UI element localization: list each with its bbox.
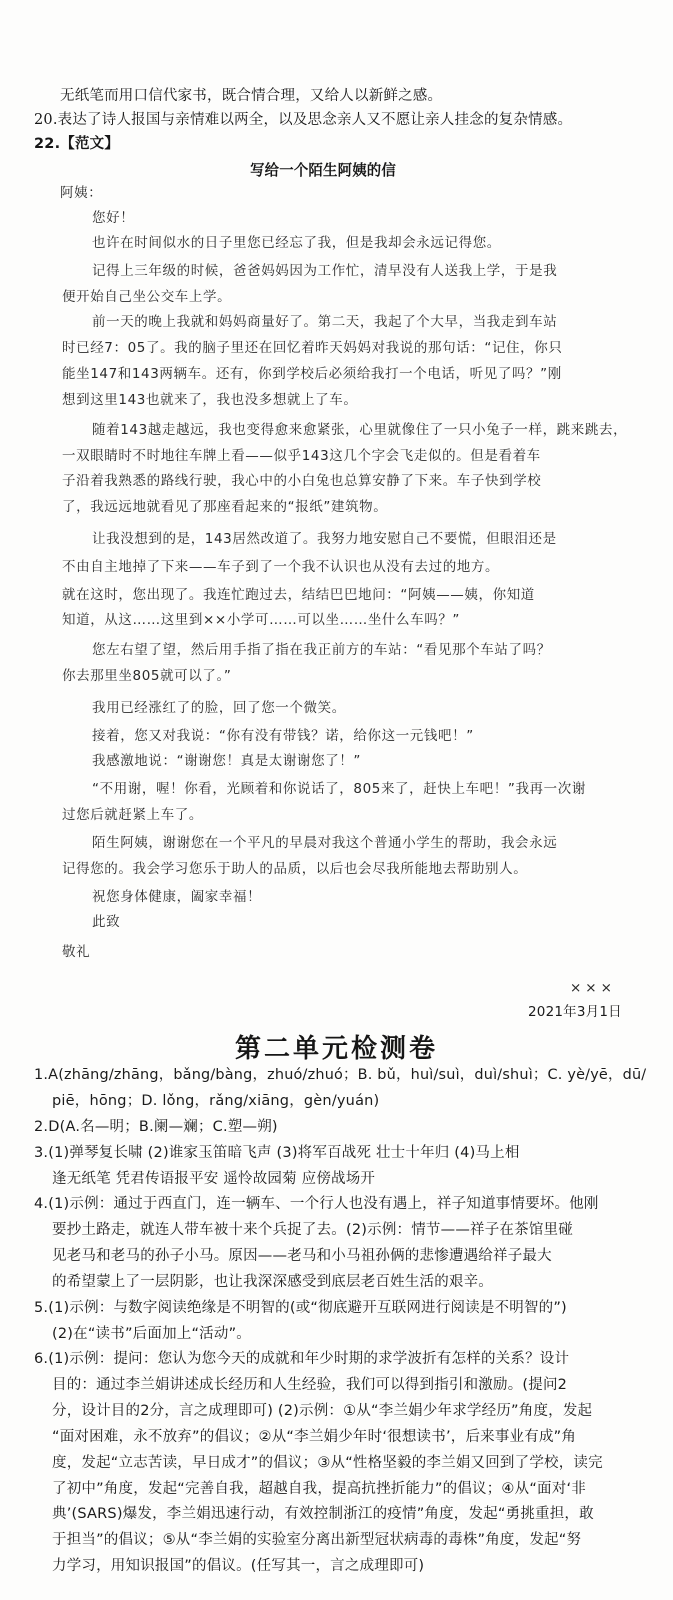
essay-salutation: 阿姨： bbox=[60, 185, 103, 202]
essay-line: 前一天的晚上我就和妈妈商量好了。第二天，我起了个大早，当我走到车站 bbox=[92, 314, 558, 331]
answer-6-cont: 力学习，用知识报国”的倡议。(任写其一，言之成理即可) bbox=[52, 1558, 425, 1574]
answer-3-cont: 逢无纸笔 凭君传语报平安 遥怜故园菊 应傍战场开 bbox=[52, 1170, 376, 1187]
essay-line: “不用谢，喔！你看，光顾着和你说话了，805来了，赶快上车吧！”我再一次谢 bbox=[92, 781, 586, 798]
answer-6-cont: “面对困难，永不放弃”的倡议；②从“李兰娟少年时‘很想读书’，后来事业有成”角 bbox=[52, 1428, 577, 1445]
unit-title: 第二单元检测卷 bbox=[234, 1033, 438, 1064]
essay-line: 让我没想到的是，143居然改道了。我努力地安慰自己不要慌，但眼泪还是 bbox=[92, 530, 557, 547]
essay-title: 写给一个陌生阿姨的信 bbox=[250, 160, 396, 179]
essay-line: 知道，从这……这里到××小学可……可以坐……坐什么车吗？” bbox=[62, 612, 461, 629]
answer-1: 1.A(zhāng/zhāng，bǎng/bàng，zhuó/zhuó；B. bǔ，huì/suì，duì/shuì；C. yè/yē，dū/ bbox=[34, 1067, 647, 1084]
answer-20: 20.表达了诗人报国与亲情难以两全，以及思念亲人又不愿让亲人挂念的复杂情感。 bbox=[34, 111, 573, 128]
essay-line: 我用已经涨红了的脸，回了您一个微笑。 bbox=[92, 699, 346, 716]
essay-line: 时已经7：05了。我的脑子里还在回忆着昨天妈妈对我说的那句话：“记住，你只 bbox=[62, 340, 563, 357]
essay-line: 陌生阿姨，谢谢您在一个平凡的早晨对我这个普通小学生的帮助，我会永远 bbox=[92, 834, 558, 851]
answer-4-cont: 见老马和老马的孙子小马。原因——老马和小马祖孙俩的悲惨遭遇给祥子最大 bbox=[52, 1248, 552, 1265]
essay-line: 就在这时，您出现了。我连忙跑过去，结结巴巴地问：“阿姨——姨，你知道 bbox=[62, 586, 535, 603]
essay-line: 随着143越走越远，我也变得愈来愈紧张，心里就像住了一只小兔子一样，跳来跳去， bbox=[92, 421, 628, 438]
answer-6-cont: 目的：通过李兰娟讲述成长经历和人生经验，我们可以得到指引和激励。(提问2 bbox=[52, 1377, 568, 1394]
answer-19-continuation: 无纸笔而用口信代家书，既合情合理，又给人以新鲜之感。 bbox=[60, 88, 443, 104]
essay-line: 祝您身体健康，阖家幸福！ bbox=[92, 888, 262, 905]
essay-line: 您左右望了望，然后用手指了指在我正前方的车站：“看见那个车站了吗？ bbox=[92, 642, 551, 659]
essay-line: 一双眼睛时不时地往车牌上看——似乎143这几个字会飞走似的。但是看着车 bbox=[62, 447, 541, 464]
essay-closing-salute: 敬礼 bbox=[62, 944, 91, 961]
essay-line: 记得您的。我会学习您乐于助人的品质，以后也会尽我所能地去帮助别人。 bbox=[62, 860, 528, 877]
essay-signature: ××× bbox=[570, 979, 616, 996]
answer-5-cont: (2)在“读书”后面加上“活动”。 bbox=[52, 1325, 251, 1342]
essay-line: 能坐147和143两辆车。还有，你到学校后必须给我打一个电话，听见了吗？”刚 bbox=[62, 366, 562, 383]
answer-6-cont: 于担当”的倡议；⑤从“李兰娟的实验室分离出新型冠状病毒的毒株”角度，发起“努 bbox=[52, 1532, 582, 1549]
essay-line: 接着，您又对我说：“你有没有带钱？诺，给你这一元钱吧！” bbox=[92, 727, 474, 744]
answer-2: 2.D(A.名—明；B.阑—斓；C.塑—朔) bbox=[34, 1118, 278, 1135]
answer-6-cont: 度，发起“立志苦读，早日成才”的倡议；③从“性格坚毅的李兰娟又回到了学校，读完 bbox=[52, 1454, 603, 1471]
essay-line: 了，我远远地就看见了那座看起来的“报纸”建筑物。 bbox=[62, 499, 388, 516]
essay-line: 子沿着我熟悉的路线行驶，我心中的小白兔也总算安静了下来。车子快到学校 bbox=[62, 473, 542, 490]
essay-line: 便开始自己坐公交车上学。 bbox=[62, 288, 232, 305]
essay-line: 想到这里143也就来了，我也没多想就上了车。 bbox=[62, 391, 358, 408]
essay-greeting: 您好！ bbox=[92, 210, 135, 227]
essay-line: 我感激地说：“谢谢您！真是太谢谢您了！” bbox=[92, 753, 361, 770]
answer-1-cont: piē，hōng；D. lǒng，rǎng/xiāng，gèn/yuán) bbox=[52, 1093, 380, 1110]
answer-6: 6.(1)示例：提问：您认为您今天的成就和年少时期的求学波折有怎样的关系？设计 bbox=[34, 1351, 570, 1368]
answer-4-cont: 要抄土路走，就连人带车被十来个兵捉了去。(2)示例：情节——祥子在茶馆里碰 bbox=[52, 1222, 573, 1239]
essay-line: 不由自主地掉了下来——车子到了一个我不认识也从没有去过的地方。 bbox=[62, 558, 500, 575]
essay-line: 记得上三年级的时候，爸爸妈妈因为工作忙，清早没有人送我上学，于是我 bbox=[92, 262, 558, 279]
answer-6-cont: 分，设计目的2分，言之成理即可) (2)示例：①从“李兰娟少年求学经历”角度，发起 bbox=[52, 1403, 593, 1420]
answer-6-cont: 典’(SARS)爆发，李兰娟迅速行动，有效控制浙江的疫情”角度，发起“勇挑重担，敢 bbox=[52, 1506, 594, 1523]
essay-line: 过您后就赶紧上车了。 bbox=[62, 807, 203, 824]
essay-line: 也许在时间似水的日子里您已经忘了我，但是我却会永远记得您。 bbox=[92, 235, 501, 251]
answer-5: 5.(1)示例：与数字阅读绝缘是不明智的(或“彻底避开互联网进行阅读是不明智的”) bbox=[34, 1299, 567, 1316]
answer-4-cont: 的希望蒙上了一层阴影，也让我深深感受到底层老百姓生活的艰辛。 bbox=[52, 1273, 493, 1290]
essay-date: 2021年3月1日 bbox=[528, 1003, 622, 1020]
answer-4: 4.(1)示例：通过于西直门，连一辆车、一个行人也没有遇上，祥子知道事情要坏。他刚 bbox=[34, 1196, 599, 1213]
essay-closing: 此致 bbox=[92, 914, 121, 931]
essay-line: 你去那里坐805就可以了。” bbox=[62, 668, 232, 685]
answer-3: 3.(1)弹琴复长啸 (2)谁家玉笛暗飞声 (3)将军百战死 壮士十年归 (4)马上相 bbox=[34, 1144, 520, 1161]
answer-22-label: 22.【范文】 bbox=[34, 135, 120, 152]
answer-6-cont: 了初中”角度，发起“完善自我，超越自我，提高抗挫折能力”的倡议；④从“面对‘非 bbox=[52, 1480, 586, 1497]
